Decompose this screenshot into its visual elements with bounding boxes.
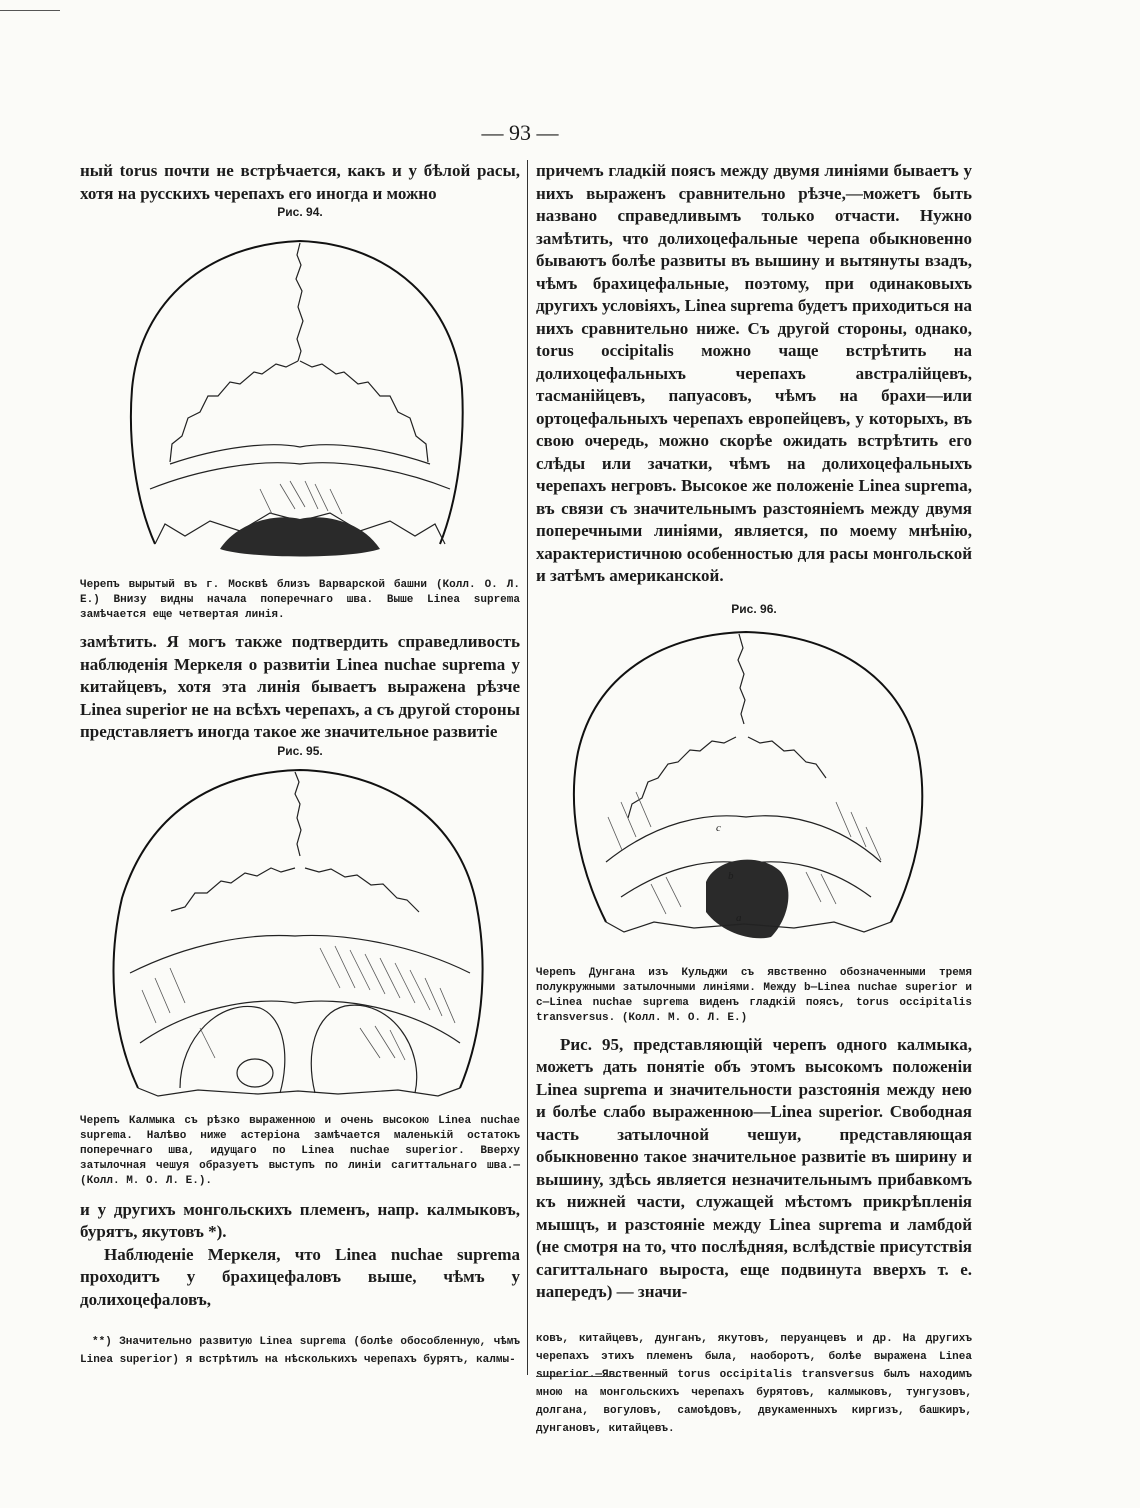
skull-95-base: [138, 1088, 460, 1096]
figure-96-mark-c: c: [716, 821, 721, 834]
figure-96-mark-a: a: [736, 911, 742, 924]
left-column: [80, 160, 520, 1369]
skull-94-foramen-shadow: [220, 517, 380, 556]
figure-94-illustration: [80, 219, 520, 574]
skull-95-svg: [80, 758, 520, 1106]
skull-94-sagittal-suture: [296, 243, 303, 361]
skull-94-nuchal-line: [150, 463, 450, 489]
figure-95-illustration: [80, 758, 520, 1106]
left-footnote: **) Значительно развитую Linea suprema (болѣе обособленную, чѣмъ Linea superior) я встрѣтилъ на нѣсколькихъ черепахъ бурятъ, калмы-: [80, 1336, 520, 1366]
skull-95-outline: [114, 770, 483, 1088]
skull-94-hatching: [260, 481, 342, 514]
skull-95-nuchal-ridge: [140, 1001, 460, 1043]
figure-96-illustration: [536, 622, 972, 962]
figure-96-label: Рис. 96.: [731, 601, 777, 616]
skull-94-svg: [80, 219, 520, 574]
scan-edge-line: [0, 10, 60, 11]
right-paragraph-top: причемъ гладкій поясъ между двумя линіями бываетъ у нихъ выраженъ сравнительно рѣзче,—можетъ быть названо справедливымъ только отчасти. Нужно замѣтить, что долихоцефальные черепа обыкновенно бываютъ болѣе развиты въ вышину и вытянуты взадъ, чѣмъ брахицефальные, поэтому, при одинаковыхъ другихъ условіяхъ, Linea suprema будетъ приходиться на нихъ сравнительно ниже. Съ другой стороны, однако, torus occipitalis можно чаще встрѣтить на долихоцефальныхъ черепахъ австралійцевъ, тасманійцевъ, папуасовъ, чѣмъ на брахи—или ортоцефальныхъ черепахъ европейцевъ, у которыхъ, въ свою очередь, можно скорѣе ожидать встрѣтить его слѣды или зачатки, чѣмъ на долихоцефальныхъ черепахъ негровъ. Высокое же положеніе Linea suprema, въ связи съ значительнымъ разстояніемъ между двумя поперечными линіями, является, по моему мнѣнію, характеристичною особенностью для расы монгольской и затѣмъ американской.: [536, 161, 972, 585]
skull-96-sagittal-suture: [738, 634, 745, 724]
right-column: [536, 160, 972, 1438]
figure-95-label: Рис. 95.: [277, 743, 323, 758]
skull-95-mastoid-left: [237, 1059, 273, 1087]
right-paragraph-bottom: Рис. 95, представляющій черепъ одного калмыка, можетъ дать понятіе объ этомъ высокомъ положеніи Linea suprema и значительности разстоянія между нею и болѣе слабо выраженною—Linea superior. Свободная часть затылочной чешуи, представляющая обыкновенно такое значительное развитіе въ ширину и вышину, здѣсь является незначительнымъ прибавкомъ къ нижней части, служащей мѣстомъ прикрѣпленія мышцъ, и разстояніе между Linea suprema и ламбдой (не смотря на то, что послѣдняя, вслѣдствіе присутствія сагиттальнаго выроста, еще подвинута вверхъ т. е. напередъ) — значи-: [536, 1034, 972, 1301]
skull-95-sagittal-suture: [295, 772, 301, 856]
skull-95-suprema-line: [130, 935, 470, 973]
skull-95-left-bulge: [180, 1006, 285, 1093]
skull-94-suprema-line: [170, 445, 430, 464]
figure-94-label: Рис. 94.: [277, 205, 323, 219]
skull-96-linea-suprema: [606, 815, 881, 861]
right-footnote: ковъ, китайцевъ, дунганъ, якутовъ, перуанцевъ и др. На другихъ черепахъ этихъ племенъ была, наоборотъ, болѣе выражена Linea superior.—Явственный torus occipitalis transversus былъ находимъ мною на монгольскихъ черепахъ бурятовъ, калмыковъ, тунгузовъ, долгана, вогуловъ, самоѣдовъ, двукаменныхъ киргизъ, башкиръ, дунгановъ, китайцевъ.: [536, 1332, 972, 1435]
skull-96-lambdoid-suture: [628, 737, 826, 818]
left-paragraph-middle: замѣтить. Я могъ также подтвердить справедливость наблюденія Меркеля о развитіи Linea nuchae suprema у китайцевъ, хотя эта линія бываетъ выражена рѣзче Linea superior не на всѣхъ черепахъ, а съ другой стороны представляетъ иногда такое же значительное развитіе: [80, 632, 520, 741]
left-paragraph-bottom-2: Наблюденіе Меркеля, что Linea nuchae suprema проходитъ у брахицефаловъ выше, чѣмъ у долихоцефаловъ,: [80, 1244, 520, 1309]
skull-95-lambdoid-suture: [171, 868, 419, 912]
left-paragraph-top: ный torus почти не встрѣчается, какъ и у бѣлой расы, хотя на русскихъ черепахъ его иногда и можно: [80, 161, 520, 203]
figure-96-caption: Черепъ Дунгана изъ Кульджи съ явственно обозначенными тремя полукружными затылочными линіями. Между b—Linea nuchae superior и c—Linea nuchae suprema виденъ гладкій поясъ, torus occipitalis transversus. (Колл. М. О. Л. Е.): [536, 966, 972, 1024]
figure-96-mark-b: b: [728, 869, 734, 882]
footnote-separator-right: [536, 1376, 621, 1377]
column-divider: [527, 160, 528, 1375]
skull-94-outline: [131, 241, 463, 544]
page-number: — 93 —: [481, 120, 559, 145]
figure-94-caption: Черепъ вырытый въ г. Москвѣ близъ Варварской башни (Колл. О. Л. Е.) Внизу видны начала поперечнаго шва. Выше Linea suprema замѣчается еще четвертая линія.: [80, 579, 520, 621]
left-paragraph-bottom-1: и у другихъ монгольскихъ племенъ, напр. калмыковъ, бурятъ, якутовъ *).: [80, 1199, 520, 1241]
figure-95-caption: Черепъ Калмыка съ рѣзко выраженною и очень высокою Linea nuchae suprema. Налѣво ниже астеріона замѣчается маленькій остатокъ поперечнаго шва, идущаго по Linea nuchae superior. Вверху затылочная чешуя образуетъ выступъ по линіи сагиттальнаго шва.—(Колл. М. О. Л. Е.).: [80, 1114, 520, 1187]
skull-95-right-bulge: [311, 1005, 416, 1093]
skull-96-svg: [536, 622, 972, 962]
